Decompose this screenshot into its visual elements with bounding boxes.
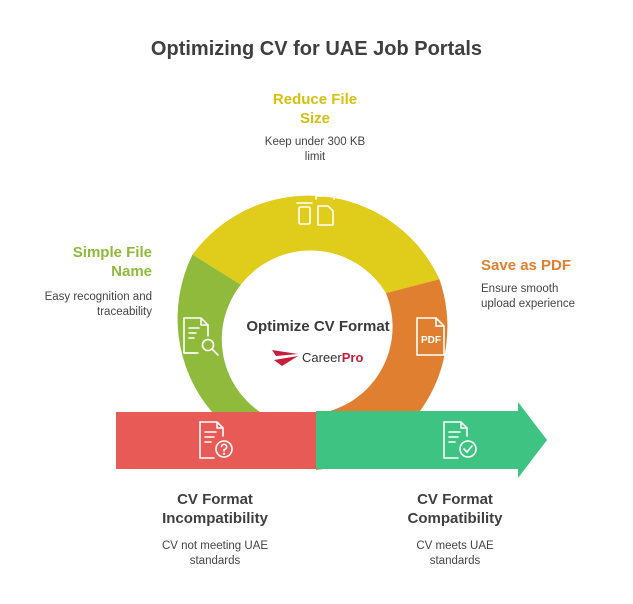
- simple-name-desc: Easy recognition and traceability: [44, 291, 152, 318]
- compatibility-desc: CV meets UAE standards: [416, 540, 494, 567]
- incompatibility-desc: CV not meeting UAE standards: [161, 540, 269, 567]
- reduce-size-title: Reduce File Size: [272, 91, 358, 127]
- careerpro-logo-mark: [272, 350, 298, 366]
- save-pdf-desc: Ensure smooth upload experience: [481, 283, 575, 310]
- logo-text: Career: [302, 350, 342, 365]
- pdf-icon-label: PDF: [421, 335, 441, 346]
- simple-name-title: Simple File Name: [72, 244, 152, 280]
- logo-accent: Pro: [341, 350, 364, 365]
- save-pdf-title: Save as PDF: [481, 257, 572, 274]
- segment-incompatibility: [116, 412, 316, 469]
- page-title: Optimizing CV for UAE Job Portals: [150, 38, 483, 60]
- segment-compatibility: [316, 402, 547, 478]
- compatibility-title: CV Format Compatibility: [407, 491, 503, 527]
- reduce-size-desc: Keep under 300 KB limit: [264, 136, 366, 163]
- center-title: Optimize CV Format: [246, 318, 390, 335]
- careerpro-logo: [302, 350, 363, 365]
- incompatibility-title: CV Format Incompatibility: [162, 491, 268, 527]
